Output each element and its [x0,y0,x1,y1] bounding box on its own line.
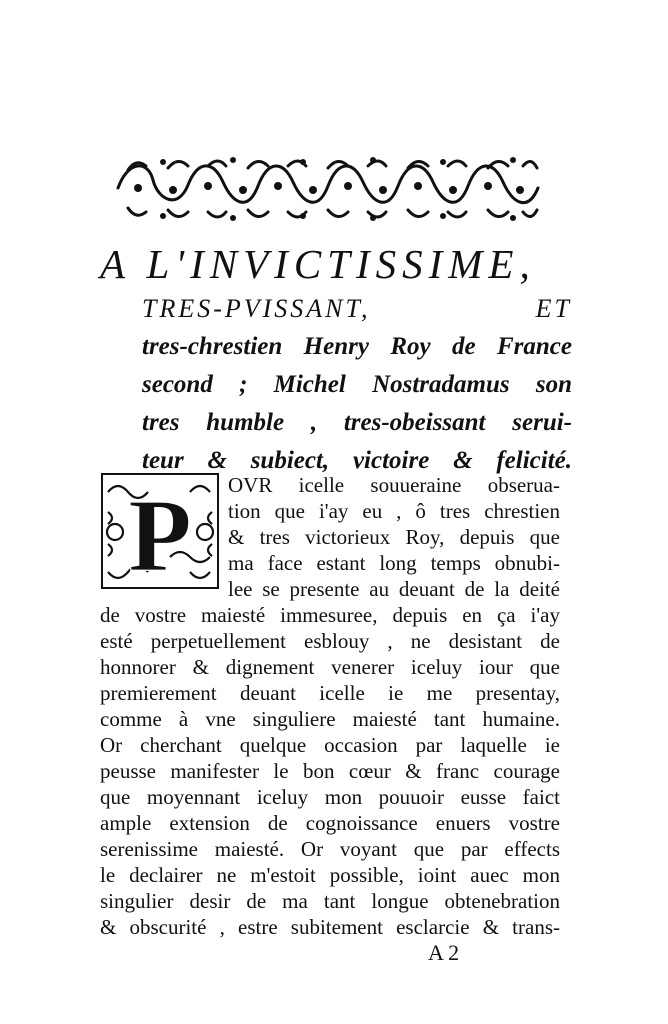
text-line: ample extension de cognoissance enuers vostre [100,811,560,835]
text-line: peusse manifester le bon cœur & franc courage [100,759,560,783]
text-line: singulier desir de ma tant longue obtenebration [100,889,560,913]
text-line: & tres victorieux Roy, depuis que [228,525,560,549]
heading-line: teur & subiect, victoire & felicité. [142,447,572,474]
heading-line: tres-chrestien Henry Roy de France [142,333,572,360]
heading-line: TRES-PVISSANT, ET [142,294,572,323]
text-line: que moyennant iceluy mon pouuoir eusse faict [100,785,560,809]
text-line: premierement deuant icelle ie me presentay, [100,681,560,705]
heading-line: tres humble , tres-obeissant serui- [142,409,572,436]
heading-line: second ; Michel Nostradamus son [142,371,572,398]
text-line: de vostre maiesté immesuree, depuis en ça i'ay [100,603,560,627]
ornamental-headpiece [108,150,548,225]
text-line: lee se presente au deuant de la deité [228,577,560,601]
signature-mark: A 2 [428,940,460,965]
heading-main: A L'INVICTISSIME, [100,241,536,287]
text-line: comme à vne singuliere maiesté tant humaine. [100,707,560,731]
dropcap-letter: P [128,478,192,590]
text-line: Or cherchant quelque occasion par laquelle ie [100,733,560,757]
text-line: serenissime maiesté. Or voyant que par effects [100,837,560,861]
text-line: honnorer & dignement venerer iceluy iour que [100,655,560,679]
text-line: esté perpetuellement esblouy , ne desistant de [100,629,560,653]
text-line: tion que i'ay eu , ô tres chrestien [228,499,560,523]
text-line: & obscurité , estre subitement esclarcie & trans- [100,915,560,939]
decorated-dropcap [100,472,220,590]
text-line: OVR icelle souueraine obserua- [228,473,560,497]
text-line: le declairer ne m'estoit possible, ioint auec mon [100,863,560,887]
text-line: ma face estant long temps obnubi- [228,551,560,575]
